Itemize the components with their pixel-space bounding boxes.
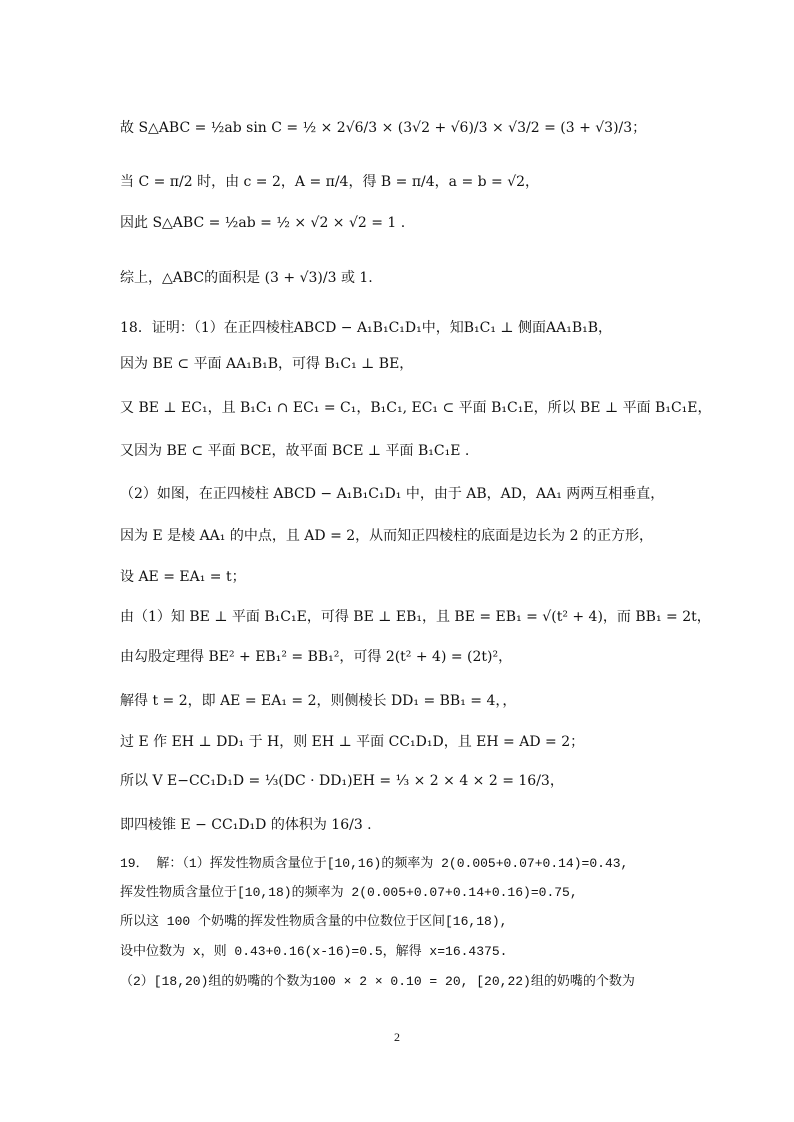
- text-line: 由勾股定理得 BE² + EB₁² = BB₁²，可得 2(t² + 4) = (2t)²，: [120, 649, 513, 665]
- text-line: 又因为 BE ⊂ 平面 BCE，故平面 BCE ⊥ 平面 B₁C₁E .: [120, 443, 470, 459]
- text-line: 设 AE = EA₁ = t；: [120, 569, 246, 585]
- text-line: 解得 t = 2，即 AE = EA₁ = 2，则侧棱长 DD₁ = BB₁ = 4，，: [120, 693, 517, 709]
- page-number: 2: [394, 1030, 400, 1044]
- text-line: 设中位数为 x，则 0.43+0.16(x-16)=0.5，解得 x=16.4375.: [120, 944, 508, 959]
- text-line: 故 S△ABC = ½ab sin C = ½ × 2√6/3 × (3√2 + √6)/3 × √3/2 = (3 + √3)/3；: [120, 120, 647, 136]
- text-line: 当 C = π/2 时，由 c = 2，A = π/4，得 B = π/4，a = b = √2，: [120, 174, 540, 190]
- text-line: 由（1）知 BE ⊥ 平面 B₁C₁E，可得 BE ⊥ EB₁，且 BE = EB₁ = √(t² + 4)，而 BB₁ = 2t，: [120, 609, 711, 625]
- text-line: 19． 解：（1）挥发性物质含量位于[10,16)的频率为 2(0.005+0.07+0.14)=0.43,: [120, 856, 629, 871]
- text-line: 18．证明：（1）在正四棱柱ABCD − A₁B₁C₁D₁中，知B₁C₁ ⊥ 侧面AA₁B₁B，: [120, 320, 613, 336]
- text-line: 因为 BE ⊂ 平面 AA₁B₁B，可得 B₁C₁ ⊥ BE，: [120, 356, 414, 372]
- text-line: 所以这 100 个奶嘴的挥发性物质含量的中位数位于区间[16,18),: [120, 914, 508, 929]
- text-line: 过 E 作 EH ⊥ DD₁ 于 H，则 EH ⊥ 平面 CC₁D₁D，且 EH = AD = 2；: [120, 734, 585, 750]
- text-line: （2）如图，在正四棱柱 ABCD − A₁B₁C₁D₁ 中，由于 AB，AD，AA₁ 两两互相垂直，: [120, 486, 665, 502]
- text-line: 综上，△ABC的面积是 (3 + √3)/3 或 1.: [120, 270, 373, 286]
- text-line: 因此 S△ABC = ½ab = ½ × √2 × √2 = 1 .: [120, 215, 406, 231]
- text-line: 又 BE ⊥ EC₁，且 B₁C₁ ∩ EC₁ = C₁，B₁C₁, EC₁ ⊂ 平面 B₁C₁E，所以 BE ⊥ 平面 B₁C₁E，: [120, 400, 712, 416]
- text-line: 即四棱锥 E − CC₁D₁D 的体积为 16/3 .: [120, 817, 372, 833]
- text-line: （2）[18,20)组的奶嘴的个数为100 × 2 × 0.10 = 20, [20,22)组的奶嘴的个数为: [120, 974, 635, 989]
- text-line: 挥发性物质含量位于[10,18)的频率为 2(0.005+0.07+0.14+0.16)=0.75,: [120, 885, 578, 900]
- text-line: 所以 V E−CC₁D₁D = ⅓(DC · DD₁)EH = ⅓ × 2 × 4 × 2 = 16/3，: [120, 773, 564, 789]
- text-line: 因为 E 是棱 AA₁ 的中点，且 AD = 2，从而知正四棱柱的底面是边长为 2 的正方形，: [120, 528, 653, 544]
